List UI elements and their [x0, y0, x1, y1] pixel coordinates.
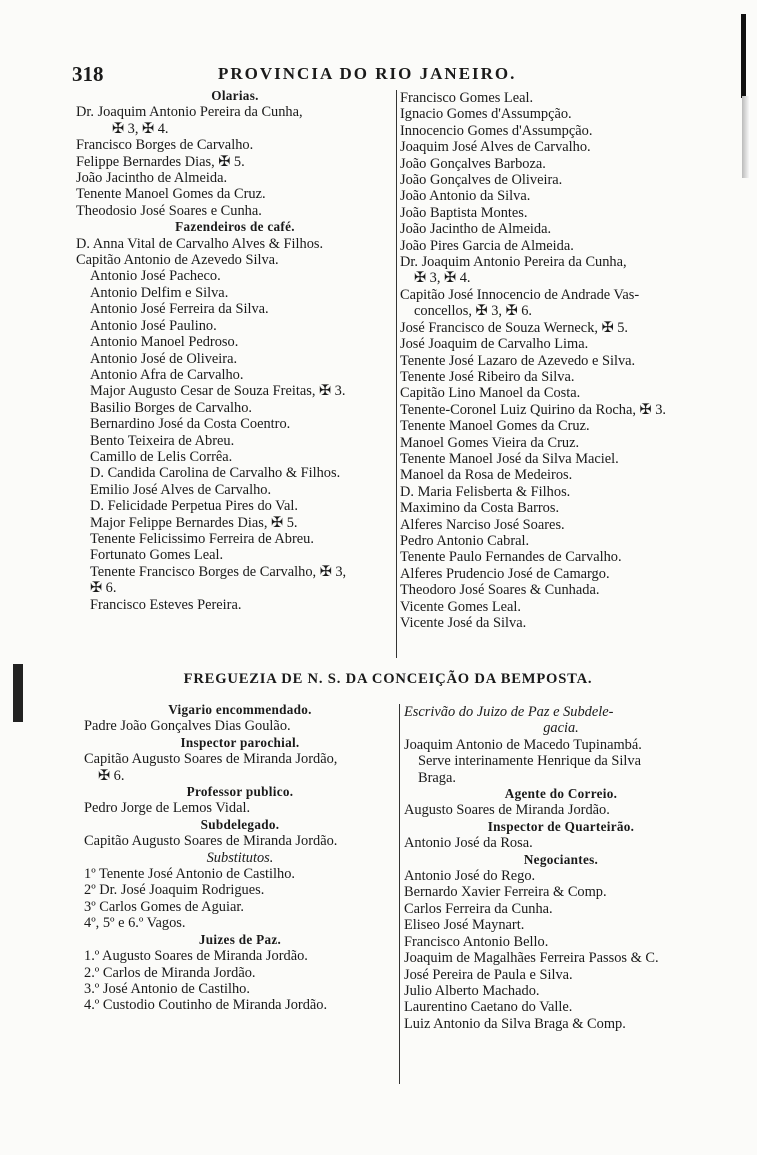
entry-line: Antonio Delfim e Silva.: [90, 284, 229, 301]
entry-line: D. Anna Vital de Carvalho Alves & Filhos.: [76, 235, 324, 252]
entry-line: Dr. Joaquim Antonio Pereira da Cunha,: [400, 254, 627, 271]
entry-line: Antonio Manoel Pedroso.: [90, 334, 239, 351]
section-title: FREGUEZIA DE N. S. DA CONCEIÇÃO DA BEMPOSTA.: [183, 671, 593, 687]
entry-line: Major Felippe Bernardes Dias, ✠ 5.: [90, 514, 298, 531]
entry-line: ✠ 6.: [90, 580, 117, 597]
section-heading: Negociantes.: [523, 851, 599, 867]
entry-line: Braga.: [418, 769, 456, 786]
entry-line: João Pires Garcia de Almeida.: [400, 237, 574, 254]
bottom-left-column: [84, 702, 396, 1014]
entry-line: João Baptista Montes.: [400, 204, 528, 221]
entry-line: Alferes Prudencio José de Camargo.: [400, 565, 610, 582]
entry-line: Antonio José da Rosa.: [404, 835, 533, 852]
section-heading: Agente do Correio.: [504, 786, 618, 802]
scan-binding-mark: [13, 664, 23, 722]
entry-line: Manoel Gomes Vieira da Cruz.: [400, 434, 580, 451]
entry-line: D. Candida Carolina de Carvalho & Filhos.: [90, 465, 341, 482]
entry-line: Tenente José Lazaro de Azevedo e Silva.: [400, 352, 636, 369]
entry-line: José Francisco de Souza Werneck, ✠ 5.: [400, 319, 629, 336]
entry-line: 2º Dr. José Joaquim Rodrigues.: [84, 882, 265, 899]
entry-line: Antonio José Paulino.: [90, 317, 217, 334]
entry-line: Antonio José de Oliveira.: [90, 350, 238, 367]
entry-line: Bernardo Xavier Ferreira & Comp.: [404, 884, 607, 901]
entry-line: Pedro Antonio Cabral.: [400, 532, 530, 549]
entry-line: Tenente Francisco Borges de Carvalho, ✠ 3,: [90, 563, 347, 580]
entry-line: Tenente José Ribeiro da Silva.: [400, 368, 575, 385]
entry-line: Pedro Jorge de Lemos Vidal.: [84, 800, 251, 817]
entry-line: Tenente Manoel José da Silva Maciel.: [400, 450, 619, 467]
entry-line: Felippe Bernardes Dias, ✠ 5.: [76, 153, 245, 170]
entry-line: Camillo de Lelis Corrêa.: [90, 448, 233, 465]
entry-line: 4.º Custodio Coutinho de Miranda Jordão.: [84, 997, 328, 1014]
entry-line: João Jacintho de Almeida.: [76, 170, 228, 187]
entry-line: Francisco Borges de Carvalho.: [76, 137, 254, 154]
entry-line: Capitão Antonio de Azevedo Silva.: [76, 252, 279, 269]
entry-line: 2.º Carlos de Miranda Jordão.: [84, 964, 256, 981]
entry-line: João Antonio da Silva.: [400, 188, 531, 205]
entry-line: Julio Alberto Machado.: [404, 982, 540, 999]
section-heading: Inspector parochial.: [180, 734, 300, 750]
entry-line: Manoel da Rosa de Medeiros.: [400, 467, 573, 484]
entry-line: Dr. Joaquim Antonio Pereira da Cunha,: [76, 104, 303, 121]
scan-edge-shadow: [742, 96, 750, 178]
entry-line: Maximino da Costa Barros.: [400, 500, 560, 517]
entry-line: Ignacio Gomes d'Assumpção.: [400, 106, 572, 123]
entry-line: Augusto Soares de Miranda Jordão.: [404, 802, 610, 819]
entry-line: Tenente-Coronel Luiz Quirino da Rocha, ✠ 3.: [400, 401, 667, 418]
entry-line: Joaquim Antonio de Macedo Tupinambá.: [404, 736, 642, 753]
top-right-column: [400, 90, 730, 631]
entry-line: Vicente José da Silva.: [400, 615, 527, 631]
entry-line: Francisco Esteves Pereira.: [90, 596, 242, 613]
entry-line: Bernardino José da Costa Coentro.: [90, 416, 291, 433]
entry-line: Luiz Antonio da Silva Braga & Comp.: [404, 1015, 626, 1032]
entry-line: ✠ 6.: [98, 767, 125, 784]
section-heading: Subdelegado.: [200, 816, 280, 832]
column-divider: [396, 90, 397, 658]
entry-line: Theodosio José Soares e Cunha.: [76, 202, 262, 219]
scan-edge-mark: [741, 14, 746, 98]
entry-line: 4º, 5º e 6.º Vagos.: [84, 915, 186, 932]
entry-line: Capitão Augusto Soares de Miranda Jordão,: [84, 751, 338, 768]
entry-line: Emilio José Alves de Carvalho.: [90, 481, 272, 498]
entry-line: Francisco Gomes Leal.: [400, 90, 534, 106]
entry-line: concellos, ✠ 3, ✠ 6.: [414, 303, 533, 320]
entry-line: Capitão José Innocencio de Andrade Vas-: [400, 286, 640, 303]
entry-line: Joaquim de Magalhães Ferreira Passos & C.: [404, 950, 659, 967]
entry-line: João Gonçalves Barboza.: [400, 155, 546, 172]
entry-line: ✠ 3, ✠ 4.: [414, 270, 471, 287]
entry-line: Alferes Narciso José Soares.: [400, 516, 565, 533]
entry-line: Joaquim José Alves de Carvalho.: [400, 139, 591, 156]
entry-line: Padre João Gonçalves Dias Goulão.: [84, 718, 291, 735]
entry-line: Bento Teixeira de Abreu.: [90, 432, 235, 449]
section-heading: Substitutos.: [206, 849, 274, 866]
entry-line: Capitão Augusto Soares de Miranda Jordão.: [84, 833, 338, 850]
section-heading: gacia.: [543, 720, 579, 737]
section-heading: Vigario encommendado.: [168, 702, 312, 717]
entry-line: ✠ 3, ✠ 4.: [112, 120, 169, 137]
entry-line: Major Augusto Cesar de Souza Freitas, ✠ 3.: [90, 383, 346, 400]
entry-line: Basilio Borges de Carvalho.: [90, 399, 253, 416]
section-heading: Inspector de Quarteirão.: [487, 818, 635, 834]
entry-line: José Joaquim de Carvalho Lima.: [400, 336, 589, 353]
entry-line: Antonio José Ferreira da Silva.: [90, 301, 269, 318]
entry-line: D. Maria Felisberta & Filhos.: [400, 483, 571, 500]
bottom-right-column: [404, 704, 718, 1032]
entry-line: 3.º José Antonio de Castilho.: [84, 980, 250, 997]
entry-line: Francisco Antonio Bello.: [404, 933, 549, 950]
section-heading: Professor publico.: [186, 784, 294, 800]
page-title: PROVINCIA DO RIO JANEIRO.: [218, 64, 517, 83]
entry-line: João Jacintho de Almeida.: [400, 221, 552, 238]
entry-line: Innocencio Gomes d'Assumpção.: [400, 122, 593, 139]
entry-line: Fortunato Gomes Leal.: [90, 547, 224, 564]
section-heading: Fazendeiros de café.: [175, 219, 295, 235]
entry-line: Antonio José do Rego.: [404, 868, 536, 885]
entry-line: José Pereira de Paula e Silva.: [404, 966, 573, 983]
entry-line: Laurentino Caetano do Valle.: [404, 999, 573, 1016]
entry-line: 1.º Augusto Soares de Miranda Jordão.: [84, 948, 308, 965]
entry-line: Escrivão do Juizo de Paz e Subdele-: [404, 704, 614, 720]
entry-line: Antonio José Pacheco.: [90, 268, 221, 285]
top-left-column: [76, 88, 394, 613]
entry-line: Tenente Manoel Gomes da Cruz.: [400, 418, 590, 435]
entry-line: Theodoro José Soares & Cunhada.: [400, 582, 600, 599]
entry-line: Serve interinamente Henrique da Silva: [418, 753, 641, 770]
entry-line: Tenente Manoel Gomes da Cruz.: [76, 186, 266, 203]
column-divider: [399, 704, 400, 1084]
entry-line: Capitão Lino Manoel da Costa.: [400, 385, 581, 402]
section-heading: Olarias.: [211, 88, 259, 103]
page-number: 318: [72, 62, 104, 86]
entry-line: João Gonçalves de Oliveira.: [400, 172, 563, 189]
entry-line: Tenente Felicissimo Ferreira de Abreu.: [90, 530, 314, 547]
entry-line: Vicente Gomes Leal.: [400, 598, 522, 615]
entry-line: D. Felicidade Perpetua Pires do Val.: [90, 498, 298, 515]
section-heading: Juizes de Paz.: [198, 931, 282, 947]
entry-line: Tenente Paulo Fernandes de Carvalho.: [400, 549, 622, 566]
entry-line: Carlos Ferreira da Cunha.: [404, 900, 553, 917]
entry-line: 3º Carlos Gomes de Aguiar.: [84, 898, 244, 915]
entry-line: Antonio Afra de Carvalho.: [90, 366, 244, 383]
entry-line: 1º Tenente José Antonio de Castilho.: [84, 866, 296, 883]
entry-line: Eliseo José Maynart.: [404, 917, 525, 934]
